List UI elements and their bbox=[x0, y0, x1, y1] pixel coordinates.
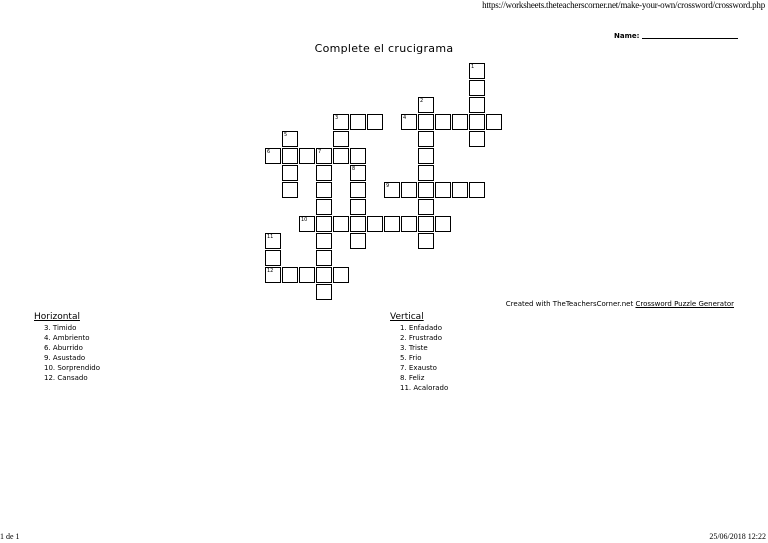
page-title: Complete el crucigrama bbox=[314, 42, 454, 55]
credit-line bbox=[506, 300, 734, 308]
crossword-cell[interactable] bbox=[418, 199, 434, 215]
crossword-cell[interactable] bbox=[282, 182, 298, 198]
name-label: Name: bbox=[614, 32, 640, 40]
crossword-cell[interactable] bbox=[333, 131, 349, 147]
crossword-cell[interactable] bbox=[333, 114, 349, 130]
clue-item: 8. Feliz bbox=[400, 374, 425, 382]
crossword-cell[interactable] bbox=[435, 182, 451, 198]
crossword-cell[interactable] bbox=[350, 165, 366, 181]
print-datetime: 25/06/2018 12:22 bbox=[709, 532, 766, 541]
clue-number: 12 bbox=[267, 268, 274, 274]
clue-item: 1. Enfadado bbox=[400, 324, 442, 332]
crossword-cell[interactable] bbox=[486, 114, 502, 130]
crossword-cell[interactable] bbox=[401, 114, 417, 130]
crossword-cell[interactable] bbox=[418, 131, 434, 147]
crossword-cell[interactable] bbox=[469, 63, 485, 79]
clue-item: 11. Acalorado bbox=[400, 384, 449, 392]
clue-item: 6. Aburrido bbox=[44, 344, 83, 352]
clue-item: 3. Timido bbox=[44, 324, 77, 332]
crossword-cell[interactable] bbox=[350, 148, 366, 164]
crossword-cell[interactable] bbox=[350, 199, 366, 215]
vertical-clues bbox=[390, 312, 448, 393]
crossword-cell[interactable] bbox=[367, 114, 383, 130]
clue-number: 1 bbox=[471, 64, 475, 70]
crossword-cell[interactable] bbox=[469, 114, 485, 130]
crossword-cell[interactable] bbox=[418, 233, 434, 249]
clue-number: 7 bbox=[318, 149, 322, 155]
crossword-cell[interactable] bbox=[418, 165, 434, 181]
clue-number: 8 bbox=[352, 166, 356, 172]
crossword-cell[interactable] bbox=[469, 97, 485, 113]
crossword-cell[interactable] bbox=[384, 182, 400, 198]
crossword-cell[interactable] bbox=[299, 148, 315, 164]
crossword-cell[interactable] bbox=[316, 233, 332, 249]
crossword-cell[interactable] bbox=[299, 216, 315, 232]
crossword-cell[interactable] bbox=[265, 148, 281, 164]
crossword-cell[interactable] bbox=[418, 216, 434, 232]
clue-item: 7. Exausto bbox=[400, 364, 437, 372]
crossword-cell[interactable] bbox=[418, 182, 434, 198]
crossword-cell[interactable] bbox=[350, 216, 366, 232]
horizontal-heading: Horizontal bbox=[34, 312, 80, 322]
page-count: 1 de 1 bbox=[0, 532, 20, 541]
crossword-cell[interactable] bbox=[265, 250, 281, 266]
clue-number: 4 bbox=[403, 115, 407, 121]
crossword-cell[interactable] bbox=[452, 182, 468, 198]
clue-item: 9. Asustado bbox=[44, 354, 86, 362]
crossword-cell[interactable] bbox=[333, 216, 349, 232]
crossword-cell[interactable] bbox=[452, 114, 468, 130]
generator-link[interactable]: Crossword Puzzle Generator bbox=[635, 300, 734, 308]
clue-number: 6 bbox=[267, 149, 271, 155]
credit-prefix: Created with TheTeachersCorner.net bbox=[505, 300, 636, 308]
crossword-cell[interactable] bbox=[435, 114, 451, 130]
clue-item: 5. Frio bbox=[400, 354, 422, 362]
crossword-cell[interactable] bbox=[282, 148, 298, 164]
clue-item: 10. Sorprendido bbox=[44, 364, 100, 372]
horizontal-clue-list bbox=[34, 323, 100, 383]
crossword-cell[interactable] bbox=[469, 80, 485, 96]
clue-number: 9 bbox=[386, 183, 390, 189]
crossword-cell[interactable] bbox=[265, 233, 281, 249]
clue-item: 4. Ambriento bbox=[44, 334, 90, 342]
clue-number: 3 bbox=[335, 115, 339, 121]
crossword-cell[interactable] bbox=[282, 131, 298, 147]
crossword-cell[interactable] bbox=[367, 216, 383, 232]
crossword-cell[interactable] bbox=[316, 250, 332, 266]
page-url: https://worksheets.theteacherscorner.net/make-your-own/crossword/crossword.php bbox=[482, 0, 765, 10]
crossword-cell[interactable] bbox=[469, 182, 485, 198]
crossword-cell[interactable] bbox=[333, 148, 349, 164]
crossword-cell[interactable] bbox=[316, 284, 332, 300]
crossword-cell[interactable] bbox=[316, 267, 332, 283]
vertical-heading: Vertical bbox=[390, 312, 424, 322]
crossword-cell[interactable] bbox=[401, 182, 417, 198]
clue-item: 3. Triste bbox=[400, 344, 428, 352]
crossword-cell[interactable] bbox=[282, 267, 298, 283]
crossword-cell[interactable] bbox=[350, 233, 366, 249]
crossword-cell[interactable] bbox=[316, 165, 332, 181]
clue-number: 10 bbox=[301, 217, 308, 223]
crossword-cell[interactable] bbox=[418, 148, 434, 164]
crossword-cell[interactable] bbox=[384, 216, 400, 232]
clue-item: 12. Cansado bbox=[44, 374, 88, 382]
crossword-cell[interactable] bbox=[469, 131, 485, 147]
clue-number: 5 bbox=[284, 132, 288, 138]
clue-number: 11 bbox=[267, 234, 274, 240]
crossword-cell[interactable] bbox=[316, 148, 332, 164]
vertical-clue-list bbox=[390, 323, 448, 393]
crossword-cell[interactable] bbox=[316, 216, 332, 232]
crossword-cell[interactable] bbox=[350, 114, 366, 130]
crossword-cell[interactable] bbox=[316, 182, 332, 198]
crossword-cell[interactable] bbox=[418, 114, 434, 130]
crossword-cell[interactable] bbox=[299, 267, 315, 283]
crossword-cell[interactable] bbox=[333, 267, 349, 283]
crossword-cell[interactable] bbox=[418, 97, 434, 113]
crossword-cell[interactable] bbox=[282, 165, 298, 181]
crossword-cell[interactable] bbox=[401, 216, 417, 232]
crossword-cell[interactable] bbox=[435, 216, 451, 232]
clue-item: 2. Frustrado bbox=[400, 334, 443, 342]
clue-number: 2 bbox=[420, 98, 424, 104]
horizontal-clues bbox=[34, 312, 100, 383]
crossword-cell[interactable] bbox=[350, 182, 366, 198]
crossword-cell[interactable] bbox=[265, 267, 281, 283]
crossword-cell[interactable] bbox=[316, 199, 332, 215]
